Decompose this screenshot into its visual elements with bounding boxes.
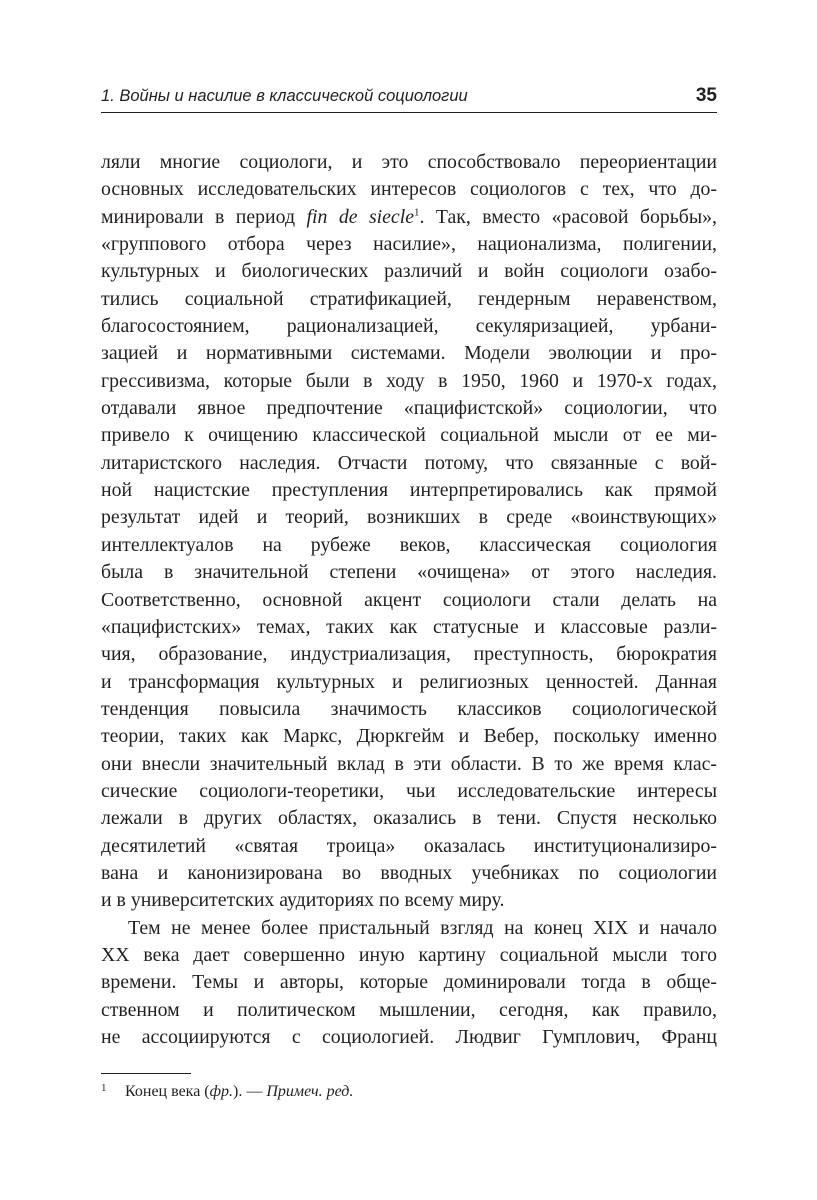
text-line: тились социальной стратификацией, гендерным неравенством, <box>101 287 717 310</box>
footnote-text: ). — <box>232 1083 267 1100</box>
page-header <box>101 84 717 113</box>
text-line: отдавали явное предпочтение «пацифистской» социологии, что <box>101 397 717 420</box>
text-span: минировали в период <box>101 205 307 228</box>
text-line: Тем не менее более пристальный взгляд на конец XIX и начало <box>128 916 717 939</box>
text-line: результат идей и теорий, возникших в среде «воинствующих» <box>101 506 717 529</box>
footnote-divider <box>101 1073 191 1074</box>
text-line: ной нацистские преступления интерпретировались как прямой <box>101 479 717 502</box>
footnote-abbreviation: фр. <box>209 1083 233 1100</box>
footnote-marker: 1 <box>101 1082 107 1094</box>
text-line: Соответственно, основной акцент социологи стали делать на <box>101 588 717 611</box>
text-span: . Так, вместо «расовой борьбы», <box>419 205 717 228</box>
text-line: привело к очищению классической социальной мысли от ее ми- <box>101 424 717 447</box>
text-line: вана и канонизирована во вводных учебниках по социологии <box>101 861 717 884</box>
text-line: литаристского наследия. Отчасти потому, что связанные с вой- <box>101 451 717 474</box>
text-line: времени. Темы и авторы, которые доминировали тогда в обще- <box>101 971 717 994</box>
text-line: ственном и политическом мышлении, сегодня, как правило, <box>101 998 717 1021</box>
body-text <box>101 149 717 1051</box>
text-line: не ассоциируются с социологией. Людвиг Гумплович, Франц <box>101 1026 717 1048</box>
text-line: грессивизма, которые были в ходу в 1950, 1960 и 1970-х годах, <box>101 369 717 392</box>
text-line: тенденция повысила значимость классиков социологической <box>101 697 717 720</box>
footnote-text: Конец века ( <box>125 1083 210 1100</box>
text-line <box>101 204 717 231</box>
text-line: десятилетий «святая троица» оказалась институционализиро- <box>101 834 717 857</box>
text-line: теории, таких как Маркс, Дюркгейм и Вебер, поскольку именно <box>101 725 717 748</box>
text-line: и в университетских аудиториях по всему миру. <box>101 889 505 912</box>
text-line: и трансформация культурных и религиозных ценностей. Данная <box>101 670 717 693</box>
text-line: лежали в других областях, оказались в тени. Спустя несколько <box>101 807 717 830</box>
text-line: «группового отбора через насилие», национализма, полигении, <box>101 233 717 256</box>
text-line: основных исследовательских интересов социологов с тех, что до- <box>101 178 717 201</box>
text-line: они внесли значительный вклад в эти области. В то же время клас- <box>101 752 717 775</box>
running-head: 1. Войны и насилие в классической социологии <box>101 87 468 105</box>
text-line: сические социологи-теоретики, чьи исследовательские интересы <box>101 779 717 802</box>
text-line: XX века дает совершенно иную картину социальной мысли того <box>101 943 717 966</box>
text-line: чия, образование, индустриализация, преступность, бюрократия <box>101 643 717 666</box>
foreign-phrase: fin de siecle <box>306 205 414 228</box>
text-line: благосостоянием, рационализацией, секуляризацией, урбани- <box>101 315 717 338</box>
editor-note: Примеч. ред. <box>266 1083 354 1100</box>
text-line: зацией и нормативными системами. Модели эволюции и про- <box>101 342 717 365</box>
text-line: интеллектуалов на рубеже веков, классическая социология <box>101 533 717 556</box>
footnote <box>101 1082 353 1101</box>
text-line: ляли многие социологи, и это способствовало переориентации <box>101 151 717 173</box>
text-line: была в значительной степени «очищена» от этого наследия. <box>101 561 717 584</box>
page-number: 35 <box>695 85 717 106</box>
text-line: «пацифистских» темах, таких как статусные и классовые разли- <box>101 615 717 638</box>
text-line: культурных и биологических различий и войн социологи озабо- <box>101 260 717 283</box>
footnote-reference: 1 <box>413 206 420 219</box>
